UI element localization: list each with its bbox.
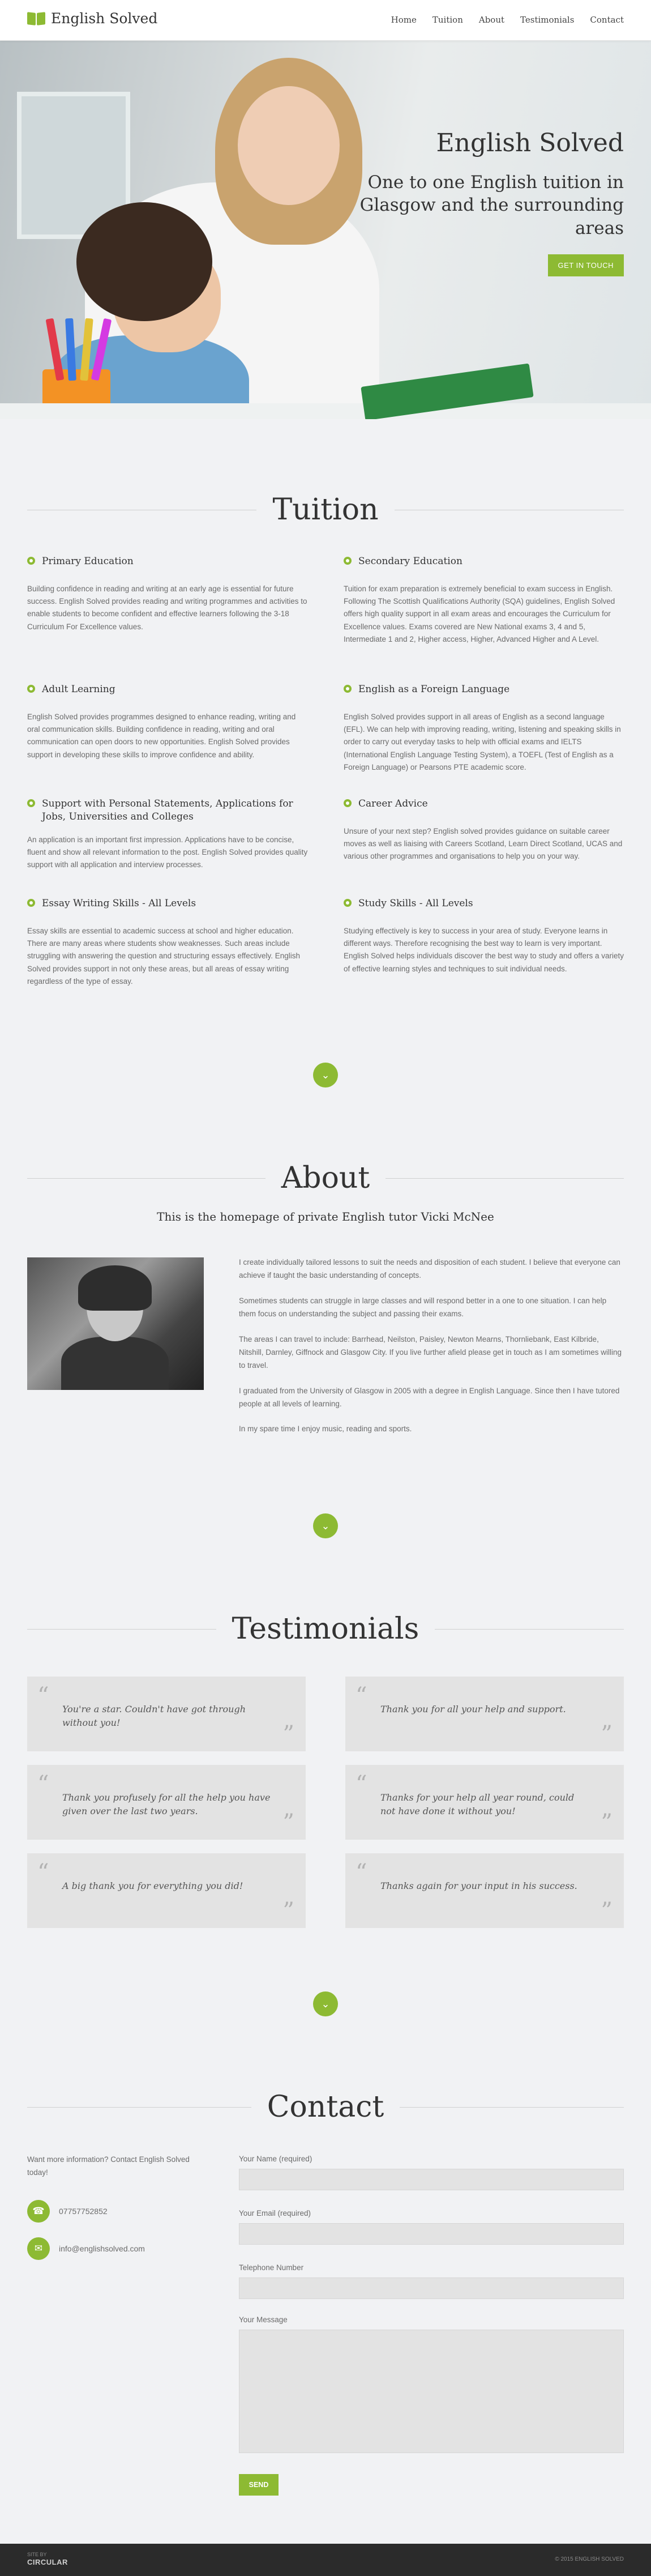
- close-quote-icon: ”: [282, 1898, 294, 1924]
- email-input[interactable]: [239, 2223, 624, 2245]
- scroll-down-button[interactable]: [313, 1991, 338, 2016]
- section-title: Testimonials: [232, 1612, 419, 1646]
- tuition-item-text: Studying effectively is key to success in your area of study. Everyone learns in different ways. Therefore recognising the best way to learn is very important. English Solved helps individuals discover the best way to study and offers a variety of effective learning styles and techniques to suit individual needs.: [344, 926, 624, 973]
- hero-banner: [0, 41, 651, 419]
- bullet-icon: [344, 799, 352, 807]
- tuition-item: [27, 797, 310, 872]
- about-paragraph: The areas I can travel to include: Barrhead, Neilston, Paisley, Newton Mearns, Thornliebank, East Kilbride, Nitshill, Darnley, Giffnock and Glasgow City. If you live further afield please get in touch as I am sometimes willing to travel.: [239, 1334, 622, 1370]
- close-quote-icon: ”: [601, 1898, 613, 1924]
- tuition-item-text: An application is an important first impression. Applications have to be concise, fluent and show all relevant information to the post. English Solved provides quality support with all application and interview processes.: [27, 835, 308, 869]
- tuition-item-title: Primary Education: [42, 556, 134, 567]
- close-quote-icon: ”: [601, 1810, 613, 1836]
- tuition-item-text: Tuition for exam preparation is extremely beneficial to exam success in English. Following The Scottish Qualifications Authority (SQA) guidelines, English Solved offers high quality support in all exam areas and encourages the Curriculum for Excellence values. Exams covered are New National exams 3, 4 and 5, Intermediate 1 and 2, Higher access, Higher, Advanced Higher and A Level.: [344, 584, 615, 643]
- heading-rule: [435, 1629, 624, 1630]
- tuition-item-title: Secondary Education: [358, 556, 462, 567]
- testimonial-text: Thank you for all your help and support.: [380, 1704, 566, 1715]
- credit-brand: CIRCULAR: [27, 2557, 68, 2566]
- phone-label: Telephone Number: [239, 2263, 304, 2272]
- testimonial-card: [345, 1765, 624, 1840]
- open-quote-icon: “: [37, 1683, 49, 1709]
- bullet-icon: [344, 899, 352, 907]
- testimonial-card: [345, 1677, 624, 1751]
- about-paragraph: I create individually tailored lessons to suit the needs and disposition of each student. I believe that everyone can achieve if taught the basic understanding of concepts.: [239, 1258, 620, 1280]
- phone-number[interactable]: 07757752852: [59, 2206, 108, 2216]
- phone-field-group: [239, 2263, 624, 2299]
- tuition-item-text: Essay skills are essential to academic success at school and higher education. There are many areas where students show weaknesses. Such areas include struggling with answering the question and structuring essays effectively. English Solved provides support in not only these areas, but all areas of essay writing regardless of the type of essay.: [27, 926, 301, 986]
- bullet-icon: [27, 557, 35, 565]
- open-quote-icon: “: [37, 1771, 49, 1797]
- contact-email[interactable]: [27, 2237, 208, 2260]
- book-icon: [27, 11, 45, 26]
- tutor-photo: [27, 1257, 204, 1390]
- bullet-icon: [27, 799, 35, 807]
- tuition-item-title: Career Advice: [358, 798, 428, 809]
- hero-photo-table: [0, 403, 651, 419]
- tuition-heading: [27, 493, 624, 527]
- section-title: About: [281, 1161, 370, 1195]
- close-quote-icon: ”: [601, 1721, 613, 1747]
- email-field-group: [239, 2209, 624, 2245]
- tuition-item-text: English Solved provides support in all areas of English as a second language (EFL). We can help with improving reading, writing, listening and speaking skills in order to carry out everyday tasks to help with official exams and IELTS (International English Language Testing System), a TOEFL (Test of English as a Foreign Language) or Pearsons PTE academic score.: [344, 712, 621, 771]
- copyright: © 2015 ENGLISH SOLVED: [555, 2556, 624, 2562]
- heading-rule: [27, 1178, 265, 1179]
- message-textarea[interactable]: [239, 2330, 624, 2453]
- tuition-item: [27, 683, 310, 761]
- hero-text: [352, 129, 624, 276]
- about-paragraph: In my spare time I enjoy music, reading and sports.: [239, 1425, 412, 1434]
- email-address[interactable]: info@englishsolved.com: [59, 2244, 145, 2253]
- get-in-touch-button[interactable]: GET IN TOUCH: [548, 254, 624, 276]
- testimonials-heading: [27, 1612, 624, 1646]
- chevron-down-icon: ⌄: [321, 1520, 330, 1532]
- name-input[interactable]: [239, 2169, 624, 2190]
- about-paragraph: Sometimes students can struggle in large classes and will respond better in a one to one situation. I can help them focus on understanding the subject and passing their exams.: [239, 1296, 607, 1318]
- contact-heading: [27, 2090, 624, 2124]
- testimonial-card: [27, 1765, 306, 1840]
- phone-input[interactable]: [239, 2278, 624, 2299]
- send-button[interactable]: SEND: [239, 2474, 279, 2496]
- testimonial-card: [27, 1853, 306, 1928]
- tutor-photo-hair: [78, 1265, 152, 1311]
- hero-photo-student-hair: [76, 202, 212, 321]
- testimonial-text: Thanks again for your input in his success.: [380, 1880, 577, 1891]
- close-quote-icon: ”: [282, 1721, 294, 1747]
- tuition-item: [344, 683, 627, 774]
- nav-about[interactable]: About: [478, 15, 505, 25]
- message-field-group: [239, 2315, 624, 2453]
- testimonial-text: A big thank you for everything you did!: [62, 1880, 243, 1891]
- testimonial-text: Thanks for your help all year round, could not have done it without you!: [380, 1792, 575, 1816]
- nav-testimonials[interactable]: Testimonials: [520, 15, 575, 25]
- site-footer: [0, 2544, 651, 2576]
- bullet-icon: [27, 685, 35, 693]
- name-field-group: [239, 2155, 624, 2190]
- heading-rule: [27, 2107, 251, 2108]
- about-paragraph: I graduated from the University of Glasgow in 2005 with a degree in English Language. Since then I have tutored people at all levels of learning.: [239, 1386, 620, 1408]
- testimonial-card: [345, 1853, 624, 1928]
- bullet-icon: [344, 685, 352, 693]
- section-title: Contact: [267, 2090, 384, 2124]
- open-quote-icon: “: [356, 1860, 367, 1886]
- tuition-item-title: Adult Learning: [42, 684, 115, 695]
- hero-photo-teacher-face: [238, 86, 340, 205]
- tuition-item-title: Essay Writing Skills - All Levels: [42, 898, 196, 909]
- testimonial-text: Thank you profusely for all the help you have given over the last two years.: [62, 1792, 271, 1816]
- site-credit[interactable]: [27, 2552, 68, 2566]
- tuition-item: [344, 897, 627, 975]
- heading-rule: [386, 1178, 624, 1179]
- chevron-down-icon: ⌄: [321, 1069, 330, 1081]
- phone-icon: ☎: [27, 2200, 50, 2223]
- nav-contact[interactable]: Contact: [590, 15, 624, 25]
- open-quote-icon: “: [37, 1860, 49, 1886]
- message-label: Your Message: [239, 2315, 288, 2324]
- tuition-item-text: English Solved provides programmes designed to enhance reading, writing and oral communication skills. Building confidence in reading, writing and oral communication can open doors to new opportunities. English Solved provides support in developing these skills to improve confidence and ability.: [27, 712, 296, 759]
- testimonial-card: [27, 1677, 306, 1751]
- tuition-item-title: Study Skills - All Levels: [358, 898, 473, 909]
- nav-tuition[interactable]: Tuition: [432, 15, 463, 25]
- close-quote-icon: ”: [282, 1810, 294, 1836]
- bullet-icon: [27, 899, 35, 907]
- main-nav: [391, 15, 624, 25]
- email-label: Your Email (required): [239, 2209, 311, 2217]
- section-title: Tuition: [272, 493, 379, 527]
- contact-intro: Want more information? Contact English Solved today!: [27, 2155, 190, 2177]
- brand-logo[interactable]: [27, 10, 157, 27]
- credit-label: SITE BY: [27, 2552, 47, 2557]
- about-text: [239, 1256, 624, 1448]
- hero-title: English Solved: [436, 129, 624, 157]
- contact-info: [27, 2153, 208, 2260]
- nav-home[interactable]: Home: [391, 15, 417, 25]
- chevron-down-icon: ⌄: [321, 1998, 330, 2010]
- tuition-item: [344, 555, 627, 646]
- open-quote-icon: “: [356, 1771, 367, 1797]
- heading-rule: [27, 1629, 216, 1630]
- heading-rule: [400, 2107, 624, 2108]
- scroll-down-button[interactable]: [313, 1513, 338, 1538]
- bullet-icon: [344, 557, 352, 565]
- tuition-item: [27, 555, 310, 633]
- contact-phone[interactable]: [27, 2200, 208, 2223]
- about-subheading: This is the homepage of private English tutor Vicki McNee: [157, 1210, 494, 1223]
- tuition-item: [27, 897, 310, 988]
- testimonial-text: You're a star. Couldn't have got through without you!: [62, 1704, 246, 1728]
- tuition-item-title: English as a Foreign Language: [358, 684, 510, 695]
- about-heading: [27, 1161, 624, 1195]
- tuition-item-text: Building confidence in reading and writing at an early age is essential for future success. English Solved provides reading and writing programmes and activities to enable students to become confident and effective learners following the 3-18 Curriculum For Excellence values.: [27, 584, 307, 631]
- tutor-photo-body: [61, 1337, 169, 1390]
- tuition-item-title: Support with Personal Statements, Applications for Jobs, Universities and Colleges: [42, 798, 293, 822]
- email-icon: ✉: [27, 2237, 50, 2260]
- site-header: [0, 0, 651, 41]
- hero-subtitle: One to one English tuition in Glasgow and the surrounding areas: [359, 172, 624, 238]
- name-label: Your Name (required): [239, 2155, 312, 2163]
- tuition-item-text: Unsure of your next step? English solved provides guidance on suitable career moves as well as liaising with Careers Scotland, Learn Direct Scotland, UCAS and various other programmes and organisations to help you on your way.: [344, 826, 623, 861]
- scroll-down-button[interactable]: [313, 1063, 338, 1087]
- tuition-item: [344, 797, 627, 863]
- open-quote-icon: “: [356, 1683, 367, 1709]
- brand-name: English Solved: [51, 10, 158, 27]
